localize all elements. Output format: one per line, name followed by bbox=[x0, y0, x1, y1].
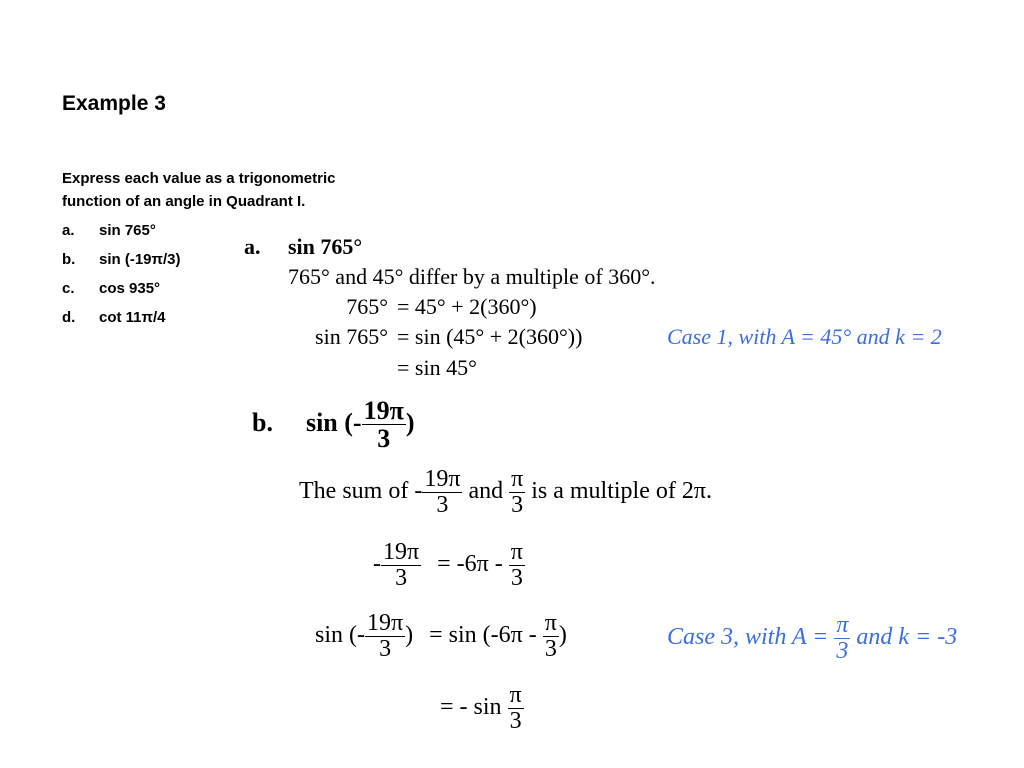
list-marker: a. bbox=[62, 222, 75, 239]
part-a-case-note: Case 1, with A = 45° and k = 2 bbox=[667, 324, 942, 349]
list-item bbox=[62, 222, 156, 239]
fraction: $\frac{\pi}{3}$ bbox=[509, 682, 522, 735]
list-item bbox=[62, 309, 166, 326]
part-b-eq2: sin (- $\frac{19\pi}{3}$ ) = sin (-6π - $\frac{\pi}{3}$ ) bbox=[315, 610, 567, 663]
list-marker: c. bbox=[62, 280, 75, 297]
fraction: $\frac{19\pi}{3}$ bbox=[363, 396, 404, 454]
part-b-eq3: = - sin $\frac{\pi}{3}$ bbox=[440, 682, 522, 735]
list-item-text: sin (-19π/3) bbox=[99, 251, 181, 268]
instructions: Express each value as a trigonometric function of an angle in Quadrant I. bbox=[62, 170, 336, 210]
fraction: $\frac{\pi}{3}$ bbox=[511, 466, 524, 519]
fraction: $\frac{\pi}{3}$ bbox=[510, 539, 523, 592]
list-item bbox=[62, 280, 161, 297]
slide-title: Example 3 bbox=[62, 92, 166, 115]
part-a-heading: sin 765° bbox=[288, 234, 363, 259]
part-a-statement: 765° and 45° differ by a multiple of 360°. bbox=[288, 264, 656, 289]
list-marker: d. bbox=[62, 309, 76, 326]
fraction: $\frac{19\pi}{3}$ bbox=[383, 539, 420, 592]
part-b-case-note: Case 3, with A = $\frac{\pi}{3}$ and k = -3 bbox=[667, 612, 958, 665]
list-marker: b. bbox=[62, 251, 76, 268]
fraction: $\frac{19\pi}{3}$ bbox=[424, 466, 461, 519]
list-item-text: cot 11π/4 bbox=[99, 309, 166, 326]
list-item bbox=[62, 251, 181, 268]
part-b-eq1: - $\frac{19\pi}{3}$ = -6π - $\frac{\pi}{3}$ bbox=[373, 539, 523, 592]
part-a-eq2-rhs: = sin (45° + 2(360°)) bbox=[397, 324, 583, 349]
part-a-eq1-rhs: = 45° + 2(360°) bbox=[397, 294, 537, 319]
part-a-eq2-lhs: sin 765° bbox=[315, 324, 388, 349]
part-a-eq3-rhs: = sin 45° bbox=[397, 355, 477, 380]
fraction: $\frac{\pi}{3}$ bbox=[836, 612, 849, 665]
part-b-marker: b. bbox=[252, 407, 273, 437]
list-item-text: sin 765° bbox=[99, 222, 156, 239]
fraction: $\frac{19\pi}{3}$ bbox=[367, 610, 404, 663]
part-b-heading: b. sin (- $\frac{19\pi}{3}$ ) bbox=[252, 396, 415, 454]
part-a-eq1-lhs: 765° bbox=[346, 294, 388, 319]
fraction: $\frac{\pi}{3}$ bbox=[544, 610, 557, 663]
part-b-statement: The sum of - $\frac{19\pi}{3}$ and $\frac{\pi}{3}$ is a multiple of 2π. bbox=[299, 466, 712, 519]
list-item-text: cos 935° bbox=[99, 280, 161, 297]
part-a-marker: a. bbox=[244, 234, 261, 259]
